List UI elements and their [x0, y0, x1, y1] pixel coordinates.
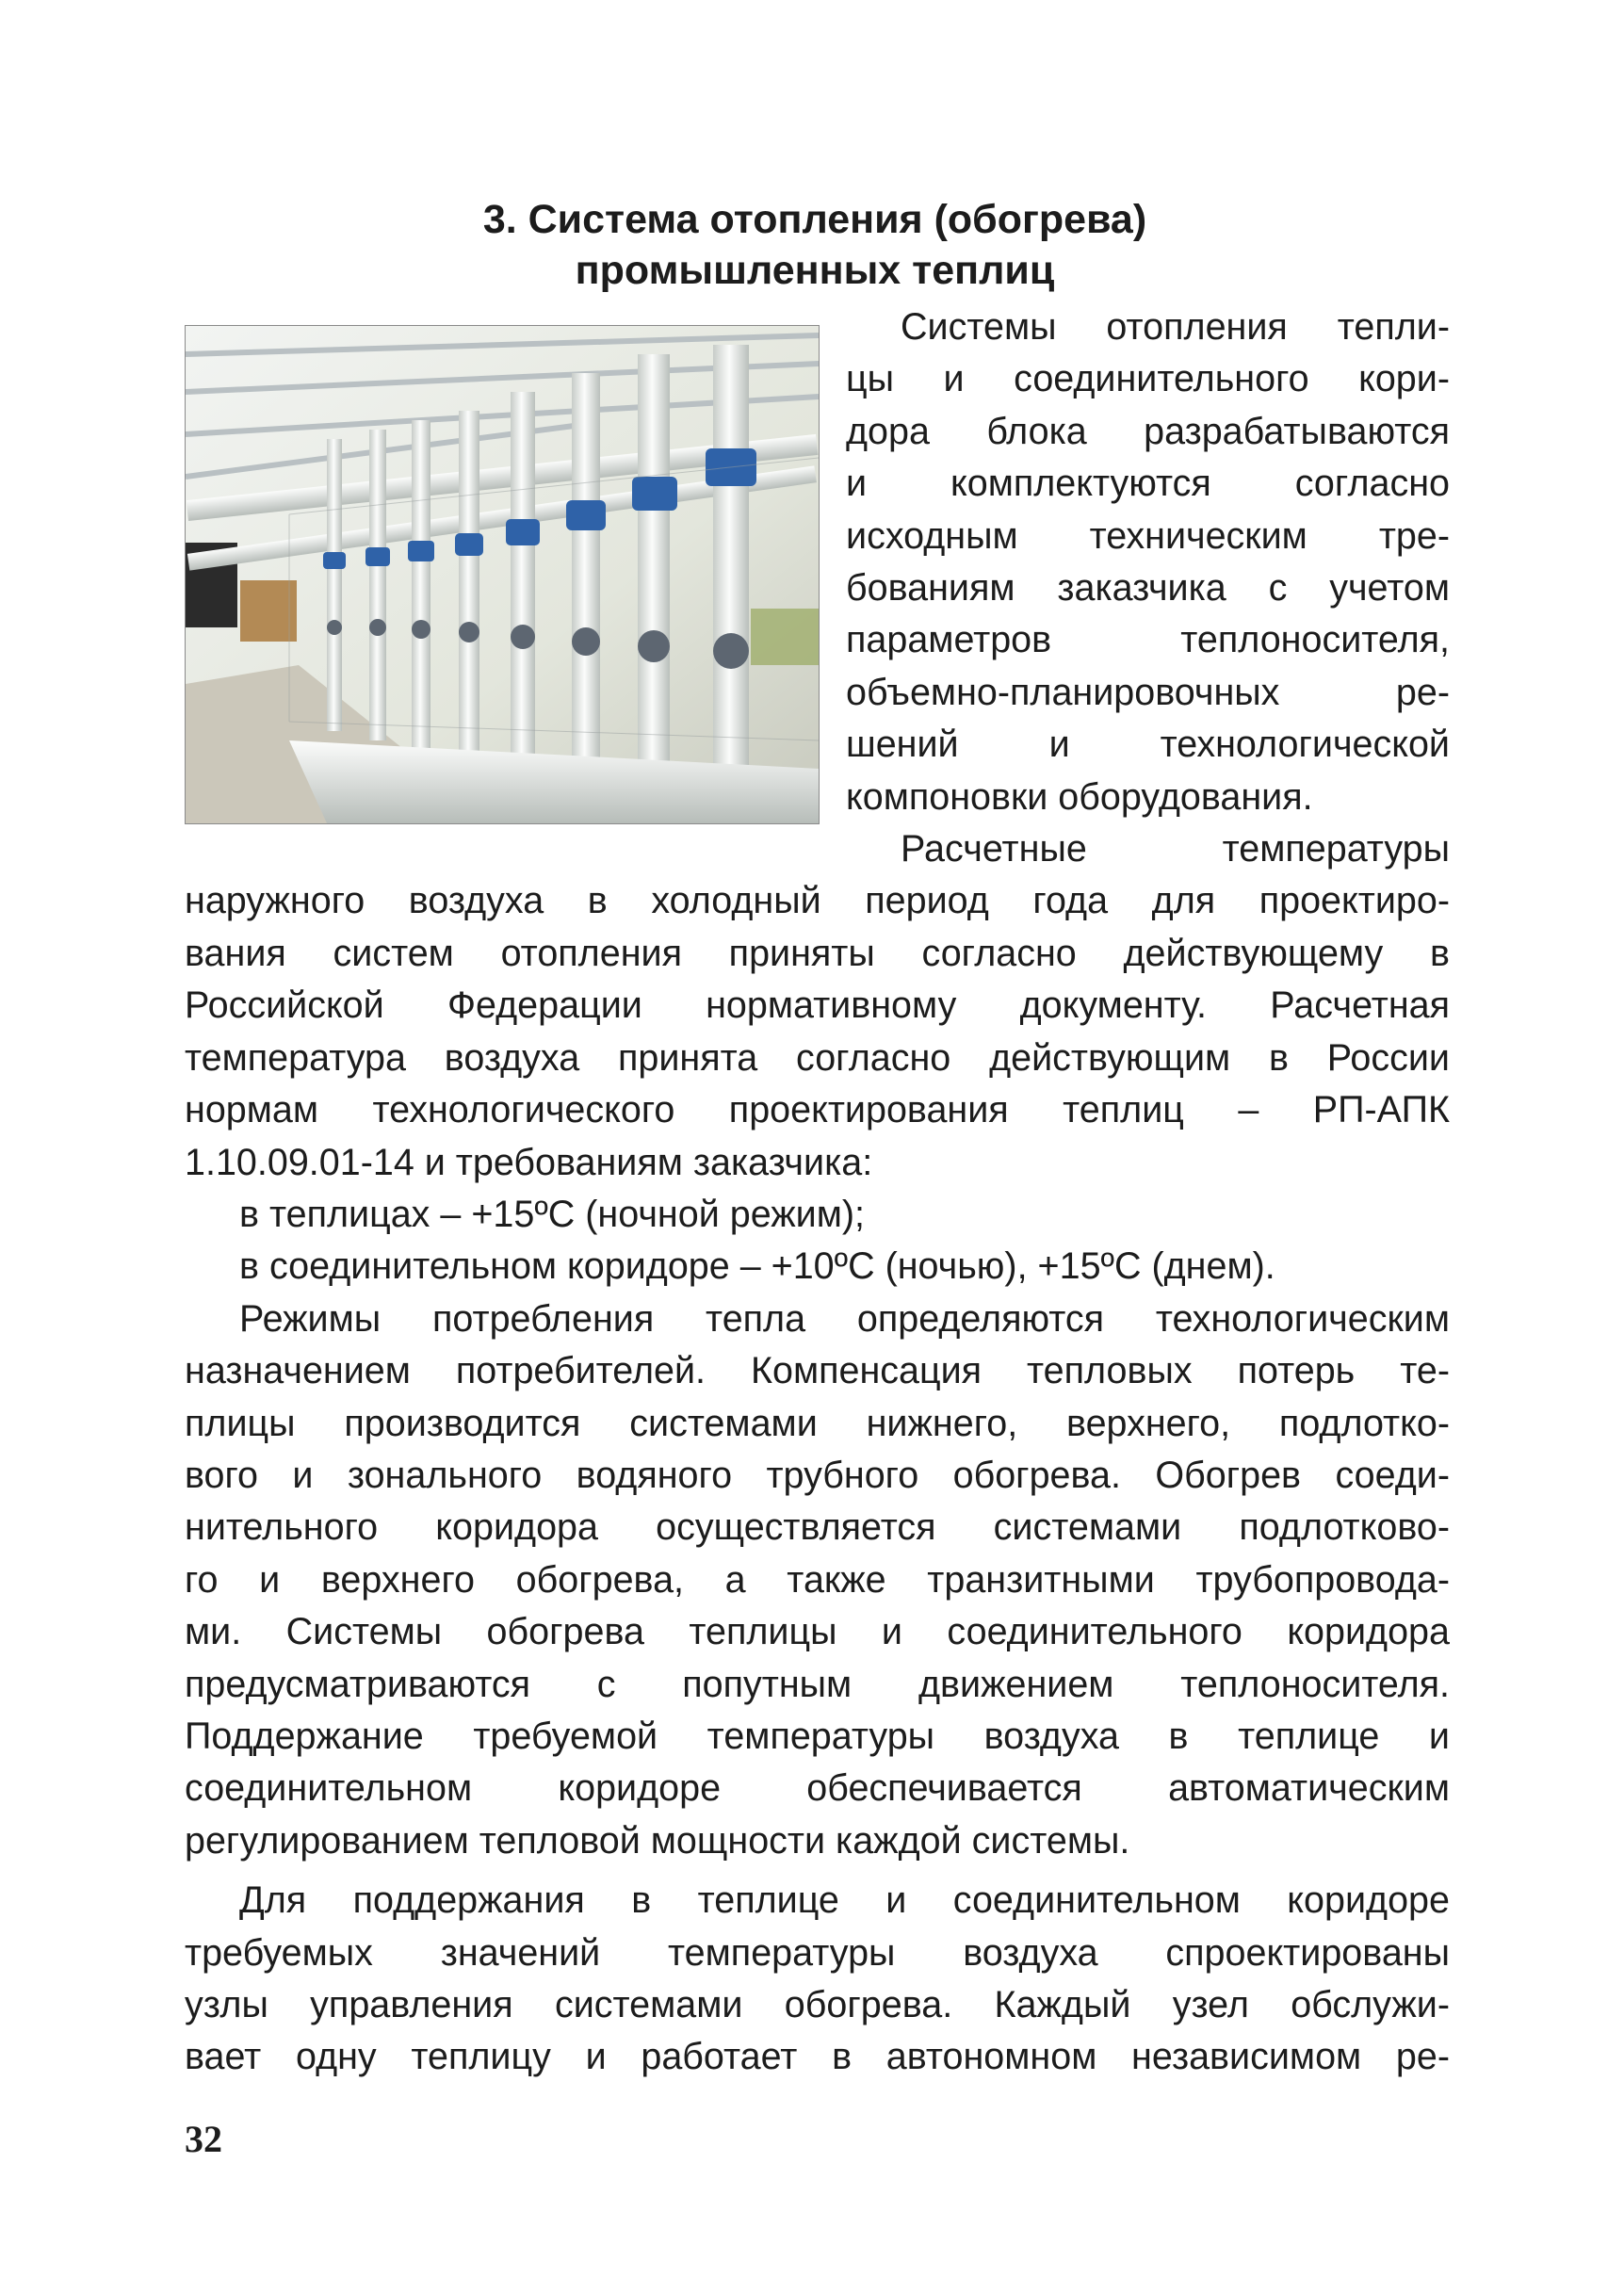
section-heading: [179, 194, 1451, 296]
text-line: температура воздуха принята согласно действующим в России: [185, 1036, 1450, 1079]
section-heading-line-2: промышленных теплиц: [575, 248, 1055, 293]
text-line: регулированием тепловой мощности каждой системы.: [185, 1819, 1130, 1862]
text-line: вания систем отопления приняты согласно действующему в: [185, 932, 1450, 974]
text-line: наружного воздуха в холодный период года для проектиро-: [185, 880, 1450, 922]
text-line: соединительном коридоре обеспечивается автоматическим: [185, 1767, 1450, 1810]
text-line: цы и соединительного кори-: [846, 358, 1450, 400]
text-line: параметров теплоносителя,: [846, 619, 1450, 661]
text-line: и комплектуются согласно: [846, 463, 1450, 505]
text-line: Режимы потребления тепла определяются технологическим: [239, 1297, 1450, 1340]
text-line: дора блока разрабатываются: [846, 410, 1450, 452]
text-line: вого и зонального водяного трубного обогрева. Обогрев соеди-: [185, 1454, 1450, 1496]
text-line: бованиям заказчика с учетом: [846, 567, 1450, 610]
text-line: Для поддержания в теплице и соединительном коридоре: [239, 1879, 1450, 1922]
text-line: нительного коридора осуществляется системами подлотково-: [185, 1506, 1450, 1549]
text-line: предусматриваются с попутным движением теплоносителя.: [185, 1663, 1450, 1705]
text-line: вает одну теплицу и работает в автономном независимом ре-: [185, 2036, 1450, 2078]
text-line: Российской Федерации нормативному документу. Расчетная: [185, 984, 1450, 1027]
text-line: нормам технологического проектирования теплиц – РП-АПК: [185, 1089, 1450, 1131]
text-line: объемно-планировочных ре-: [846, 671, 1450, 713]
text-line: Поддержание требуемой температуры воздуха в теплице и: [185, 1715, 1450, 1757]
text-line: в теплицах – +15ºС (ночной режим);: [239, 1193, 865, 1235]
text-line: назначением потребителей. Компенсация тепловых потерь те-: [185, 1350, 1450, 1392]
text-line: 1.10.09.01-14 и требованиям заказчика:: [185, 1141, 873, 1183]
text-line: шений и технологической: [846, 724, 1450, 766]
text-line: ми. Системы обогрева теплицы и соединительного коридора: [185, 1611, 1450, 1653]
page-number: 32: [185, 2118, 222, 2160]
text-line: плицы производится системами нижнего, верхнего, подлотко-: [185, 1402, 1450, 1444]
section-heading-line-1: 3. Система отопления (обогрева): [482, 197, 1147, 242]
body-text: [185, 301, 1450, 2084]
text-line: го и верхнего обогрева, а также транзитными трубопровода-: [185, 1558, 1450, 1601]
text-line: требуемых значений температуры воздуха спроектированы: [185, 1931, 1450, 1974]
text-line: Системы отопления тепли-: [901, 306, 1450, 348]
text-line: узлы управления системами обогрева. Каждый узел обслужи-: [185, 1984, 1450, 2025]
text-line: компоновки оборудования.: [846, 775, 1313, 818]
text-line: исходным техническим тре-: [846, 514, 1450, 557]
text-line: Расчетные температуры: [901, 828, 1450, 870]
text-line: в соединительном коридоре – +10ºС (ночью), +15ºС (днем).: [239, 1245, 1275, 1288]
